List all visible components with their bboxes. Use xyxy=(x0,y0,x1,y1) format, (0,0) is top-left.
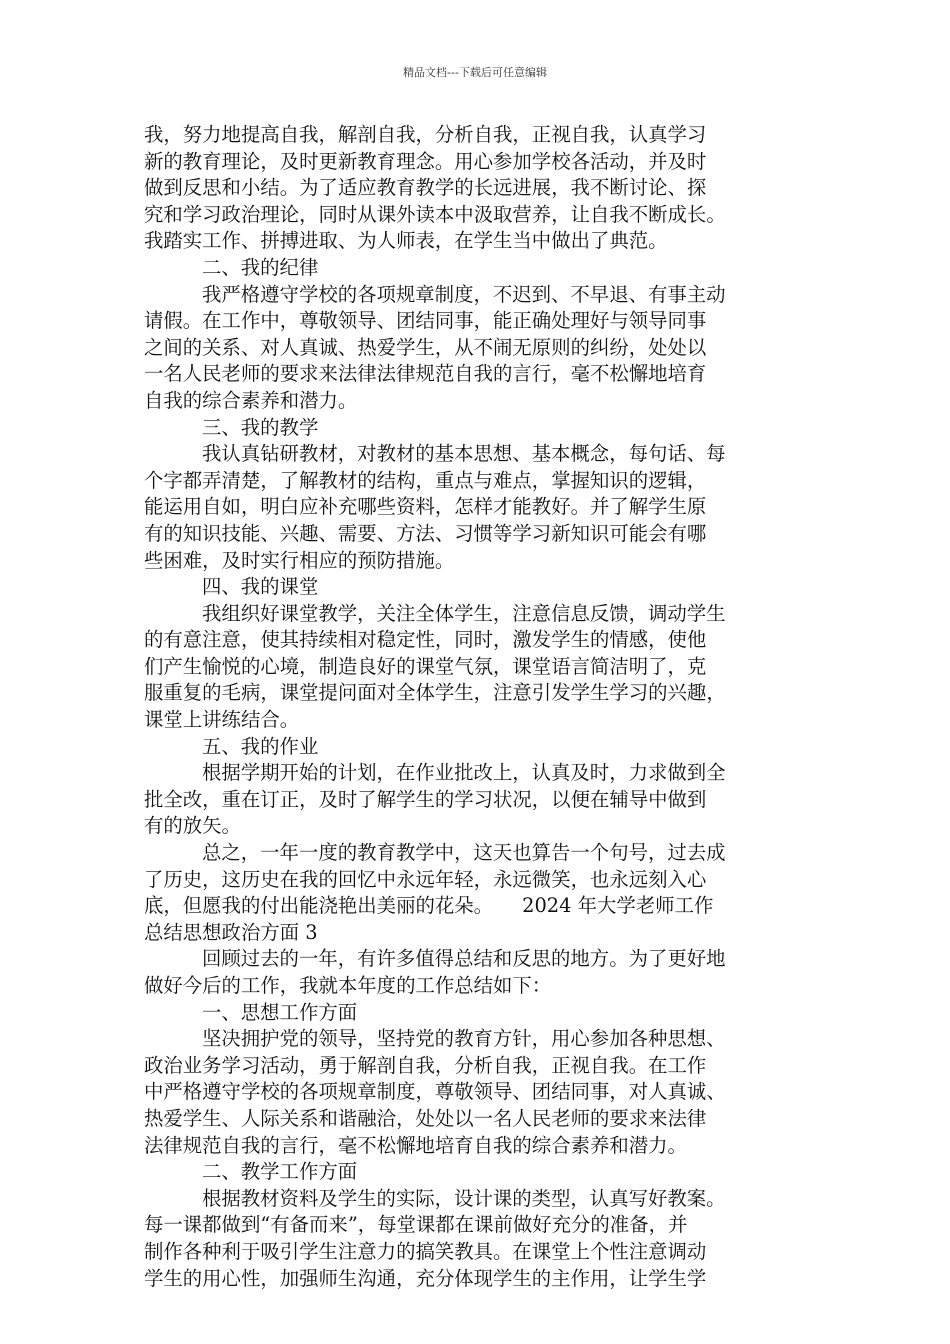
text-line: 我，努力地提高自我，解剖自我，分析自我，正视自我，认真学习 xyxy=(144,123,707,146)
document-body xyxy=(144,122,824,1292)
text-line: 有的放矢。 xyxy=(144,814,241,838)
text-line: 制作各种利于吸引学生注意力的搞笑教具。在课堂上个性注意调动 xyxy=(144,1239,707,1263)
text-line: 总之，一年一度的教育教学中，这天也算告一个句号，过去成 xyxy=(202,841,726,865)
text-line: 们产生愉悦的心境，制造良好的课堂气氛，课堂语言简洁明了，克 xyxy=(144,654,707,678)
text-line: 我认真钻研教材，对教材的基本思想、基本概念，每句话、每 xyxy=(202,442,726,466)
text-line: 有的知识技能、兴趣、需要、方法、习惯等学习新知识可能会有哪 xyxy=(144,521,707,545)
text-line: 了历史，这历史在我的回忆中永远年轻，永远微笑，也永远刻入心 xyxy=(144,867,707,891)
text-line: 我踏实工作、拼搏进取、为人师表，在学生当中做出了典范。 xyxy=(144,229,668,253)
text-line: 三、我的教学 xyxy=(202,415,319,439)
text-line: 政治业务学习活动，勇于解剖自我，分析自我，正视自我。在工作 xyxy=(144,1053,707,1077)
text-line: 一、思想工作方面 xyxy=(202,1000,358,1024)
text-line: 根据教材资料及学生的实际，设计课的类型，认真写好教案。 xyxy=(202,1186,726,1210)
text-line: 做好今后的工作，我就本年度的工作总结如下： xyxy=(144,974,552,997)
text-line: 究和学习政治理论，同时从课外读本中汲取营养，让自我不断成长。 xyxy=(144,202,726,226)
text-line: 法律规范自我的言行，毫不松懈地培育自我的综合素养和潜力。 xyxy=(144,1133,687,1157)
text-line: 做到反思和小结。为了适应教育教学的长远进展，我不断讨论、探 xyxy=(144,176,707,200)
text-line: 二、我的纪律 xyxy=(202,255,319,279)
text-line: 能运用自如，明白应补充哪些资料，怎样才能教好。并了解学生原 xyxy=(144,495,707,519)
page-header: 精品文档---下载后可任意编辑 xyxy=(403,66,547,79)
text-line: 些困难，及时实行相应的预防措施。 xyxy=(144,548,455,572)
text-line: 新的教育理论，及时更新教育理念。用心参加学校各活动，并及时 xyxy=(144,149,707,173)
text-line: 学生的用心性，加强师生沟通，充分体现学生的主作用，让学生学 xyxy=(144,1266,707,1290)
text-line: 回顾过去的一年，有许多值得总结和反思的地方。为了更好地 xyxy=(202,947,726,971)
text-line: 五、我的作业 xyxy=(202,734,319,758)
text-line: 四、我的课堂 xyxy=(202,575,319,599)
text-line: 我严格遵守学校的各项规章制度，不迟到、不早退、有事主动 xyxy=(202,282,726,306)
text-line: 热爱学生、人际关系和谐融洽，处处以一名人民老师的要求来法律 xyxy=(144,1106,707,1130)
text-line: 总结思想政治方面 3 xyxy=(144,920,318,944)
text-line: 我组织好课堂教学，关注全体学生，注意信息反馈，调动学生 xyxy=(202,601,726,625)
text-line: 批全改，重在订正，及时了解学生的学习状况，以便在辅导中做到 xyxy=(144,787,707,811)
text-line: 坚决拥护党的领导，坚持党的教育方针，用心参加各种思想、 xyxy=(202,1027,726,1051)
text-line: 个字都弄清楚，了解教材的结构，重点与难点，掌握知识的逻辑， xyxy=(144,468,707,492)
text-line: 中严格遵守学校的各项规章制度，尊敬领导、团结同事，对人真诚、 xyxy=(144,1080,726,1104)
text-line: 根据学期开始的计划，在作业批改上，认真及时，力求做到全 xyxy=(202,761,726,785)
text-line: 底，但愿我的付出能浇艳出美丽的花朵。 2024 年大学老师工作 xyxy=(144,894,714,918)
text-line: 每一课都做到“有备而来”，每堂课都在课前做好充分的准备，并 xyxy=(144,1213,688,1237)
text-line: 的有意注意，使其持续相对稳定性，同时，激发学生的情感，使他 xyxy=(144,628,707,652)
text-line: 自我的综合素养和潜力。 xyxy=(144,388,358,412)
text-line: 请假。在工作中，尊敬领导、团结同事，能正确处理好与领导同事 xyxy=(144,309,707,333)
text-line: 之间的关系、对人真诚、热爱学生，从不闹无原则的纠纷，处处以 xyxy=(144,335,707,359)
text-line: 服重复的毛病，课堂提问面对全体学生，注意引发学生学习的兴趣， xyxy=(144,681,726,705)
text-line: 课堂上讲练结合。 xyxy=(144,708,300,732)
text-line: 一名人民老师的要求来法律法律规范自我的言行，毫不松懈地培育 xyxy=(144,362,707,386)
text-line: 二、教学工作方面 xyxy=(202,1160,358,1184)
